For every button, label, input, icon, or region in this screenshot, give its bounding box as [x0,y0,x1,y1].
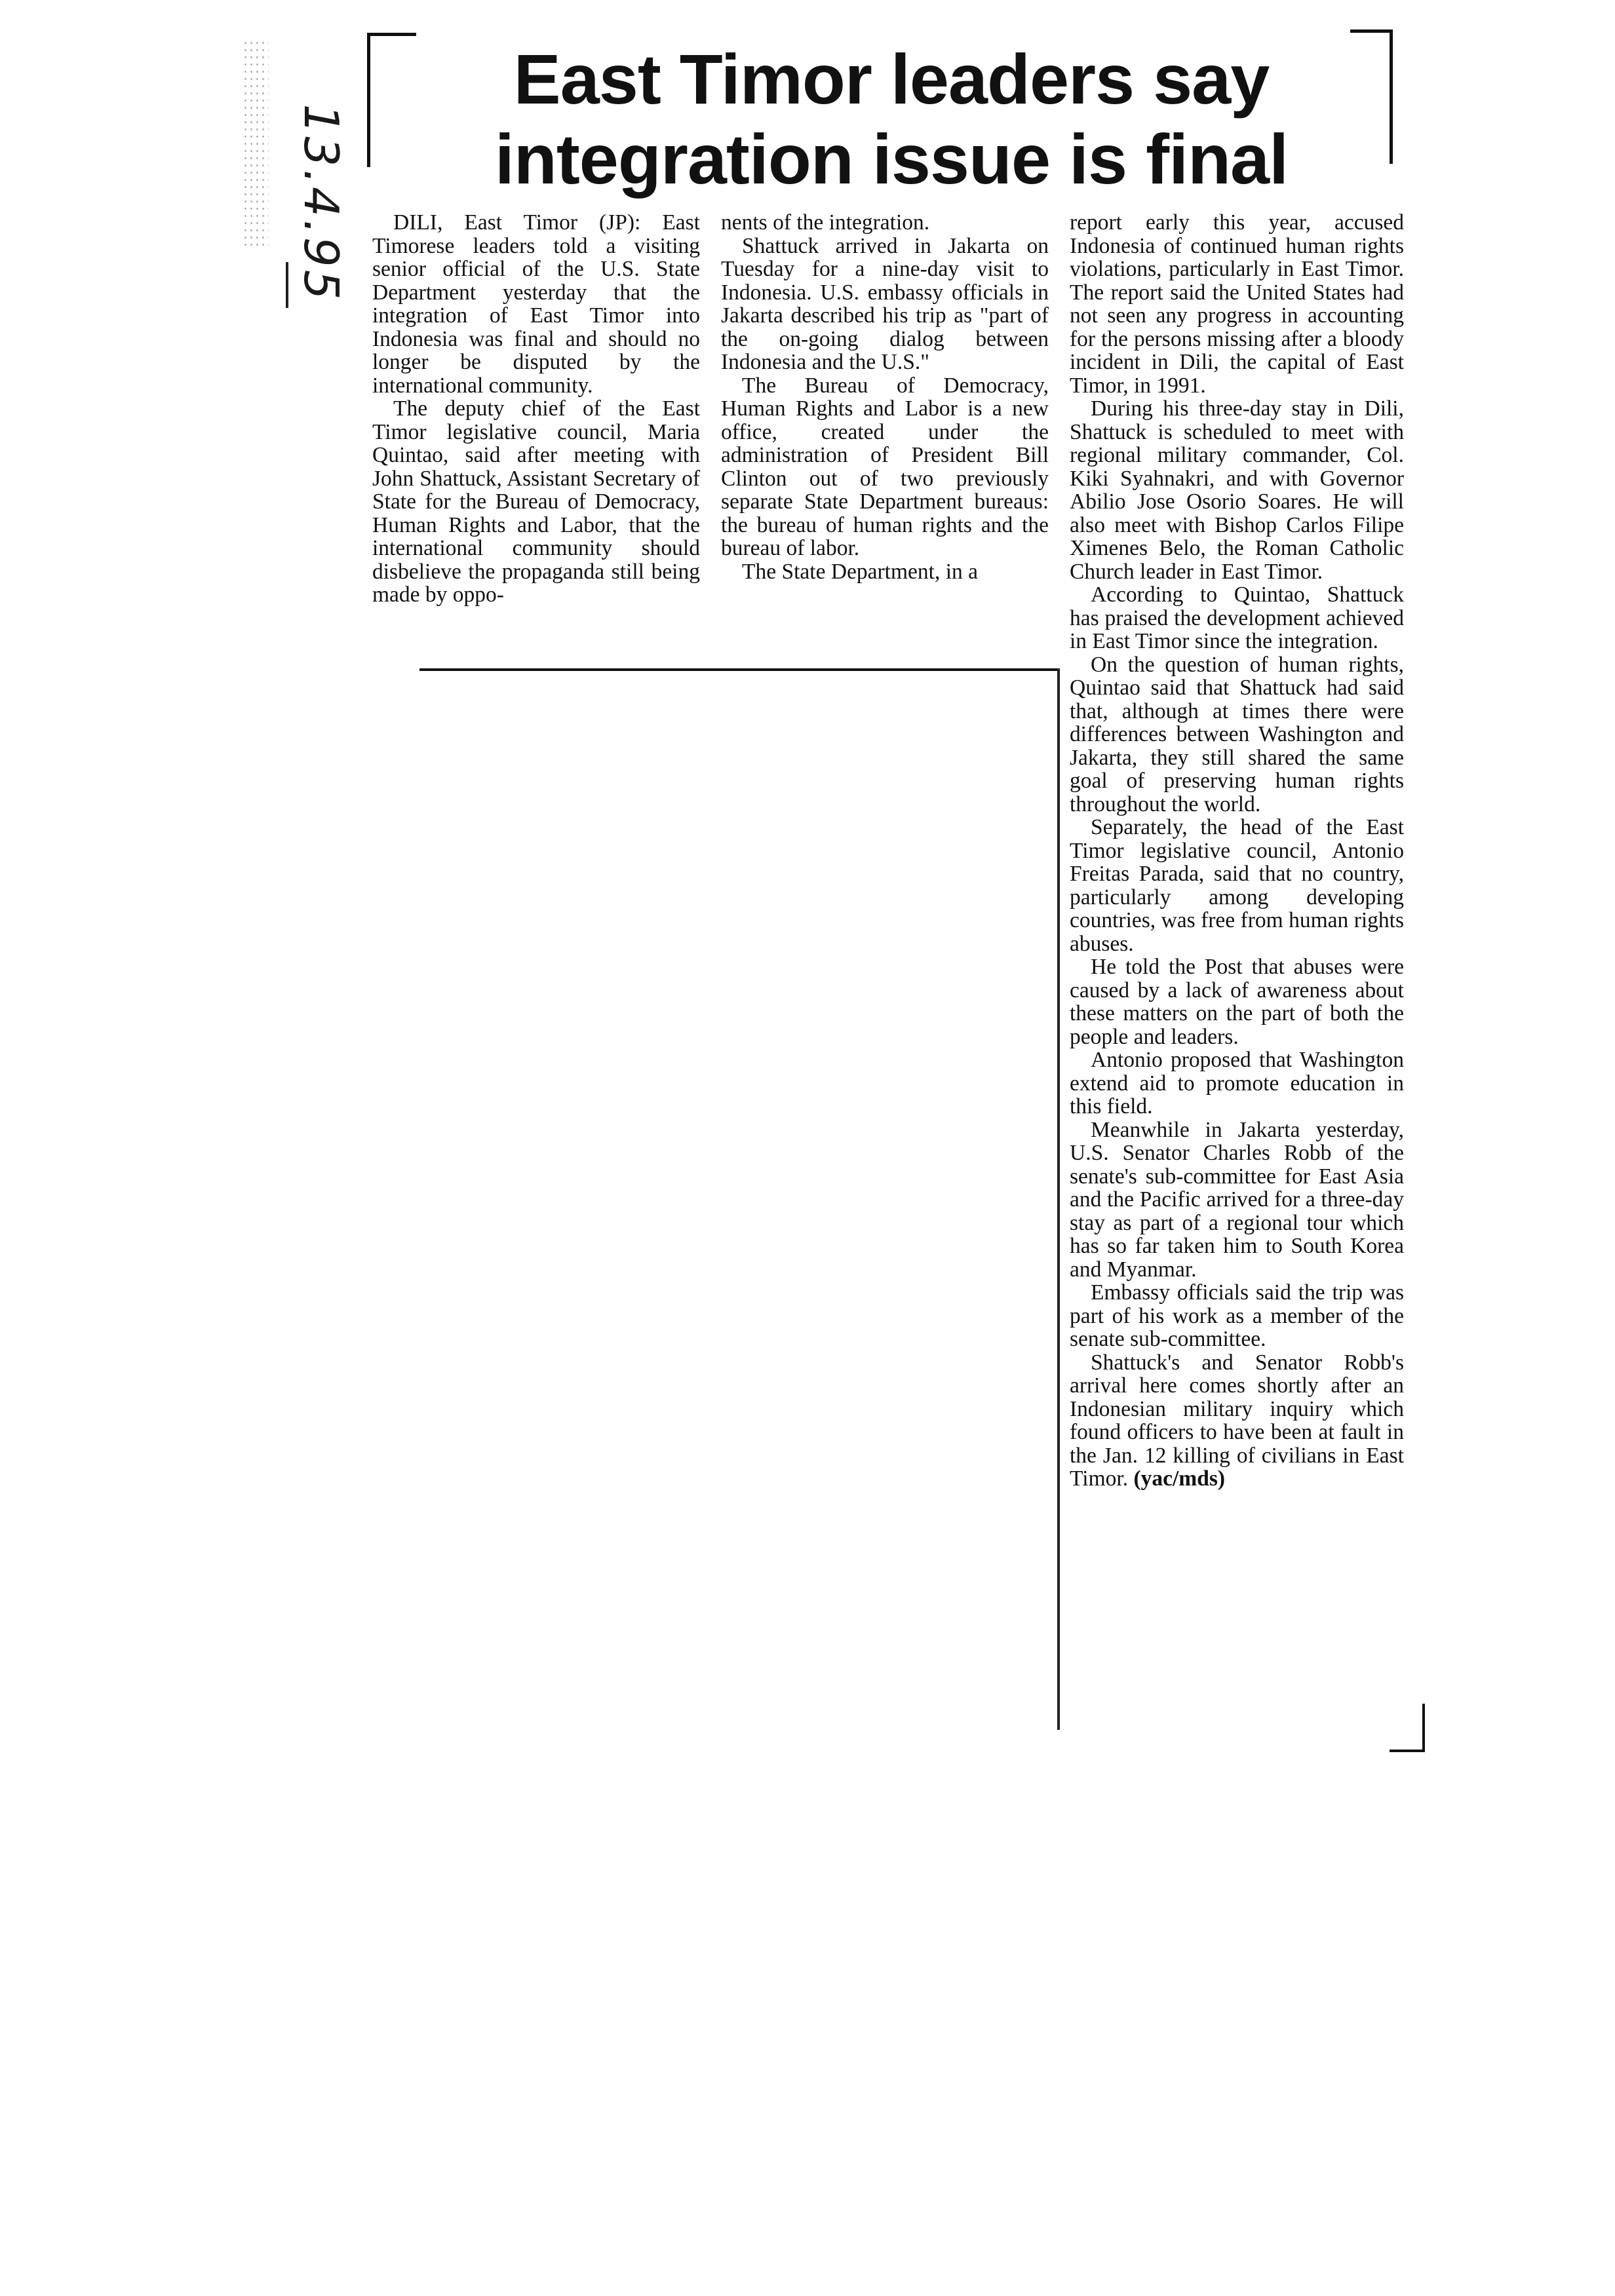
handwritten-date-note: 13.4.95 [294,104,349,303]
paragraph: The deputy chief of the East Timor legislative council, Maria Quintao, said after meeting with John Shattuck, Assistant Secretary of State for the Bureau of Democracy, Human Rights and Labor, that the international community should disbelieve the propaganda still being made by oppo- [372,396,700,607]
article-column-1 [372,211,700,607]
margin-mark [286,262,288,308]
article-column-3 [1070,211,1404,1491]
paragraph: According to Quintao, Shattuck has praised the development achieved in East Timor since the integration. [1070,583,1404,653]
clipping-cut-line-horizontal [419,668,1059,671]
paragraph: During his three-day stay in Dili, Shattuck is scheduled to meet with regional military commander, Col. Kiki Syahnakri, and with Governor Abilio Jose Osorio Soares. He will also meet with Bishop Carlos Filipe Ximenes Belo, the Roman Catholic Church leader in East Timor. [1070,396,1404,584]
paragraph: Embassy officials said the trip was part of his work as a member of the senate sub-committee. [1070,1280,1404,1351]
paragraph: On the question of human rights, Quintao said that Shattuck had said that, although at times there were differences between Washington and Jakarta, they still shared the same goal of preserving human rights throughout the world. [1070,652,1404,816]
paragraph-final [1070,1351,1404,1491]
paragraph: Shattuck arrived in Jakarta on Tuesday for a nine-day visit to Indonesia. U.S. embassy officials in Jakarta described his trip as "part of the on-going dialog between Indonesia and the U.S." [721,233,1049,374]
paragraph: DILI, East Timor (JP): East Timorese leaders told a visiting senior official of the U.S. State Department yesterday that the integration of East Timor into Indonesia was final and should no longer be disputed by the international community. [372,210,700,398]
paragraph: report early this year, accused Indonesia of continued human rights violations, particularly in East Timor. The report said the United States had not seen any progress in accounting for the persons missing after a bloody incident in Dili, the capital of East Timor, in 1991. [1070,210,1404,398]
paragraph: He told the Post that abuses were caused by a lack of awareness about these matters on the part of both the people and leaders. [1070,955,1404,1049]
paragraph: Antonio proposed that Washington extend aid to promote education in this field. [1070,1048,1404,1119]
headline [393,39,1390,199]
headline-line-1: East Timor leaders say [513,39,1270,119]
paragraph: Separately, the head of the East Timor legislative council, Antonio Freitas Parada, said that no country, particularly among developing countries, was free from human rights abuses. [1070,815,1404,956]
paragraph: nents of the integration. [721,210,930,235]
clipping-cut-line-vertical [1057,668,1060,1730]
paragraph: Meanwhile in Jakarta yesterday, U.S. Senator Charles Robb of the senate's sub-committee for East Asia and the Pacific arrived for a three-day stay as part of a regional tour which has so far taken him to South Korea and Myanmar. [1070,1117,1404,1282]
paragraph-text: Shattuck's and Senator Robb's arrival here comes shortly after an Indonesian military inquiry which found officers to have been at fault in the Jan. 12 killing of civilians in East Timor. [1070,1350,1404,1491]
byline: (yac/mds) [1133,1466,1226,1491]
paragraph: The Bureau of Democracy, Human Rights and Labor is a new office, created under the administration of President Bill Clinton out of two previously separate State Department bureaus: the bureau of human rights and the bureau of labor. [721,373,1049,560]
headline-line-2: integration issue is final [494,119,1289,199]
paragraph: The State Department, in a [742,559,978,584]
end-bracket [1390,1704,1425,1752]
article-column-2 [721,211,1049,583]
